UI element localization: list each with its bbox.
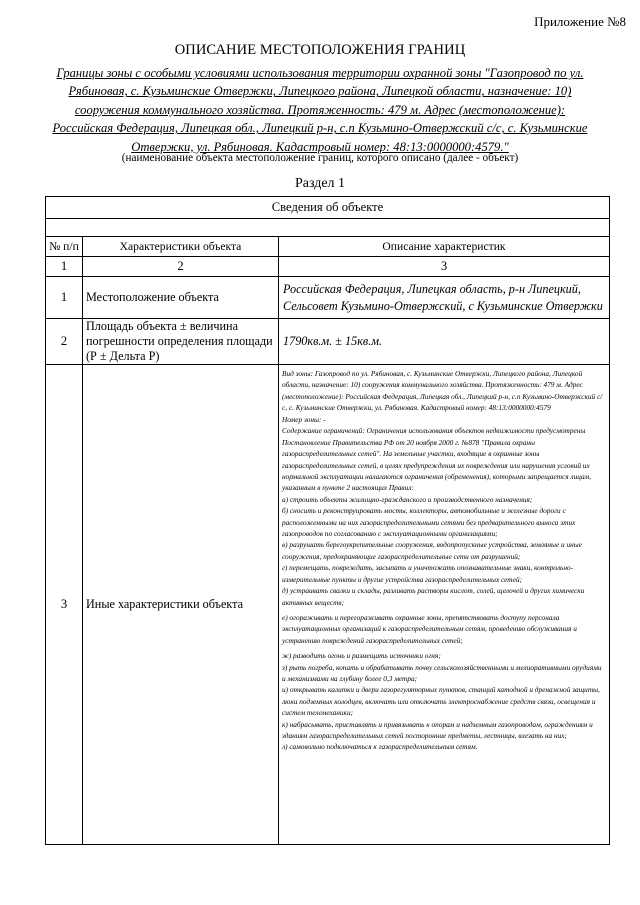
column-header-number: № п/п [46, 237, 83, 257]
zone-number-text: Номер зоны: - [282, 415, 326, 424]
document-title: ОПИСАНИЕ МЕСТОПОЛОЖЕНИЯ ГРАНИЦ [174, 42, 466, 58]
column-index-1: 1 [46, 257, 83, 277]
restriction-item: к) набрасывать, приставлять и привязывать к опорам и надземным газопроводам, ограждениям и зданиям газораспределительных сетей посторонние предметы, лестницы, влезать на них; [282, 719, 593, 740]
appendix-label: Приложение №8 [534, 14, 626, 29]
restrictions-text: Содержание ограничений: Ограничения использования объектов недвижимости предусмотрены Постановление Правительства РФ от 20 ноября 2000 г. №878 "Правила охраны газораспределительных сетей". На земельные участки, входящие в охранные зоны газораспределительных сетей, в целях предупреждения их повреждения или нарушения условий их нормальной эксплуатации налагаются ограничения (обременения), которыми запрещается лицам, указанным в пункте 2 настоящих Правил: [282, 426, 592, 493]
restriction-item: а) строить объекты жилищно-гражданского и производственного назначения; [282, 494, 533, 504]
zone-type-text: Вид зоны: Газопровод по ул. Рябиновая, с. Кузьминские Отвержки, Липецкого района, Липецкой области, назначение: 10) сооружения коммунального хозяйства. Протяженность: 479 м. Адрес (местоположение): Российская Федерация, Липецкая обл., Липецкий р-н, с.п Кузьмино-Отвержский с/с, с. Кузьминские Отвержки, ул. Рябиновая. Кадастровый номер: 48:13:0000000:4579 [282, 369, 603, 413]
object-info-table [45, 196, 610, 845]
row-characteristic: Местоположение объекта [83, 277, 279, 319]
restriction-item: л) самовольно подключаться к газораспределительным сетям. [282, 742, 478, 752]
restriction-item: г) перемещать, повреждать, засыпать и уничтожать опознавательные знаки, контрольно-измерительные пункты и другие устройства газораспределительных сетей; [282, 563, 574, 584]
column-index-3: 3 [279, 257, 610, 277]
restriction-item: з) рыть погреба, копать и обрабатывать почву сельскохозяйственными и мелиоративными орудиями и механизмами на глубину более 0,3 метра; [282, 662, 602, 683]
restriction-item: б) сносить и реконструировать мосты, коллекторы, автомобильные и железные дороги с расположенными на них газораспределительными сетями без предварительного выноса этих газопроводов по согласованию с эксплуатационными организациями; [282, 506, 576, 539]
row-number: 1 [46, 277, 83, 319]
row-description: Российская Федерация, Липецкая область, р-н Липецкий, Сельсовет Кузьмино-Отвержский, с Кузьминские Отвержки [279, 277, 610, 319]
column-header-description: Описание характеристик [279, 237, 610, 257]
row-characteristic: Иные характеристики объекта [83, 365, 279, 845]
row-description-other [279, 365, 610, 845]
restriction-item: ж) разводить огонь и размещать источники огня; [282, 651, 441, 661]
empty-row [46, 219, 610, 237]
restriction-item: в) разрушать берегоукрепительные сооружения, водопропускные устройства, земляные и иные сооружения, предохраняющие газораспределительные сети от разрушений; [282, 540, 582, 561]
object-caption: (наименование объекта местоположение границ, которого описано (далее - объект) [121, 152, 519, 164]
column-header-characteristics: Характеристики объекта [83, 237, 279, 257]
restriction-item: д) устраивать свалки и склады, разливать растворы кислот, солей, щелочей и других химически активных веществ; [282, 586, 585, 607]
restriction-item: е) огораживать и перегораживать охранные зоны, препятствовать доступу персонала эксплуатационных организаций к газораспределительным сетям, проведению обслуживания и устранению повреждений газораспределительных сетей; [282, 612, 577, 645]
table-row [46, 319, 610, 365]
object-name: Границы зоны с особыми условиями использования территории охранной зоны "Газопровод по ул. Рябиновая, с. Кузьминские Отвержки, Липецкого района, Липецкой области, назначение: 10) сооружения коммунального хозяйства. Протяженность: 479 м. Адрес (местоположение): Российская Федерация, Липецкая обл., Липецкий р-н, с.п Кузьмино-Отвержский с/с, с. Кузьминские Отвержки, ул. Рябиновая. Кадастровый номер: 48:13:0000000:4579." [52, 66, 588, 154]
row-characteristic: Площадь объекта ± величина погрешности определения площади (Р ± Дельта Р) [83, 319, 279, 365]
row-number: 2 [46, 319, 83, 365]
column-index-2: 2 [83, 257, 279, 277]
section-title: Раздел 1 [294, 176, 346, 191]
restriction-item: и) открывать калитки и двери газорегуляторных пунктов, станций катодной и дренажной защиты, люки подземных колодцев, включать или отключать электроснабжение средств связи, освещения и систем телемеханики; [282, 685, 600, 718]
row-number: 3 [46, 365, 83, 845]
row-description: 1790кв.м. ± 15кв.м. [279, 319, 610, 365]
table-header: Сведения об объекте [46, 197, 610, 219]
table-row [46, 365, 610, 845]
table-row [46, 277, 610, 319]
